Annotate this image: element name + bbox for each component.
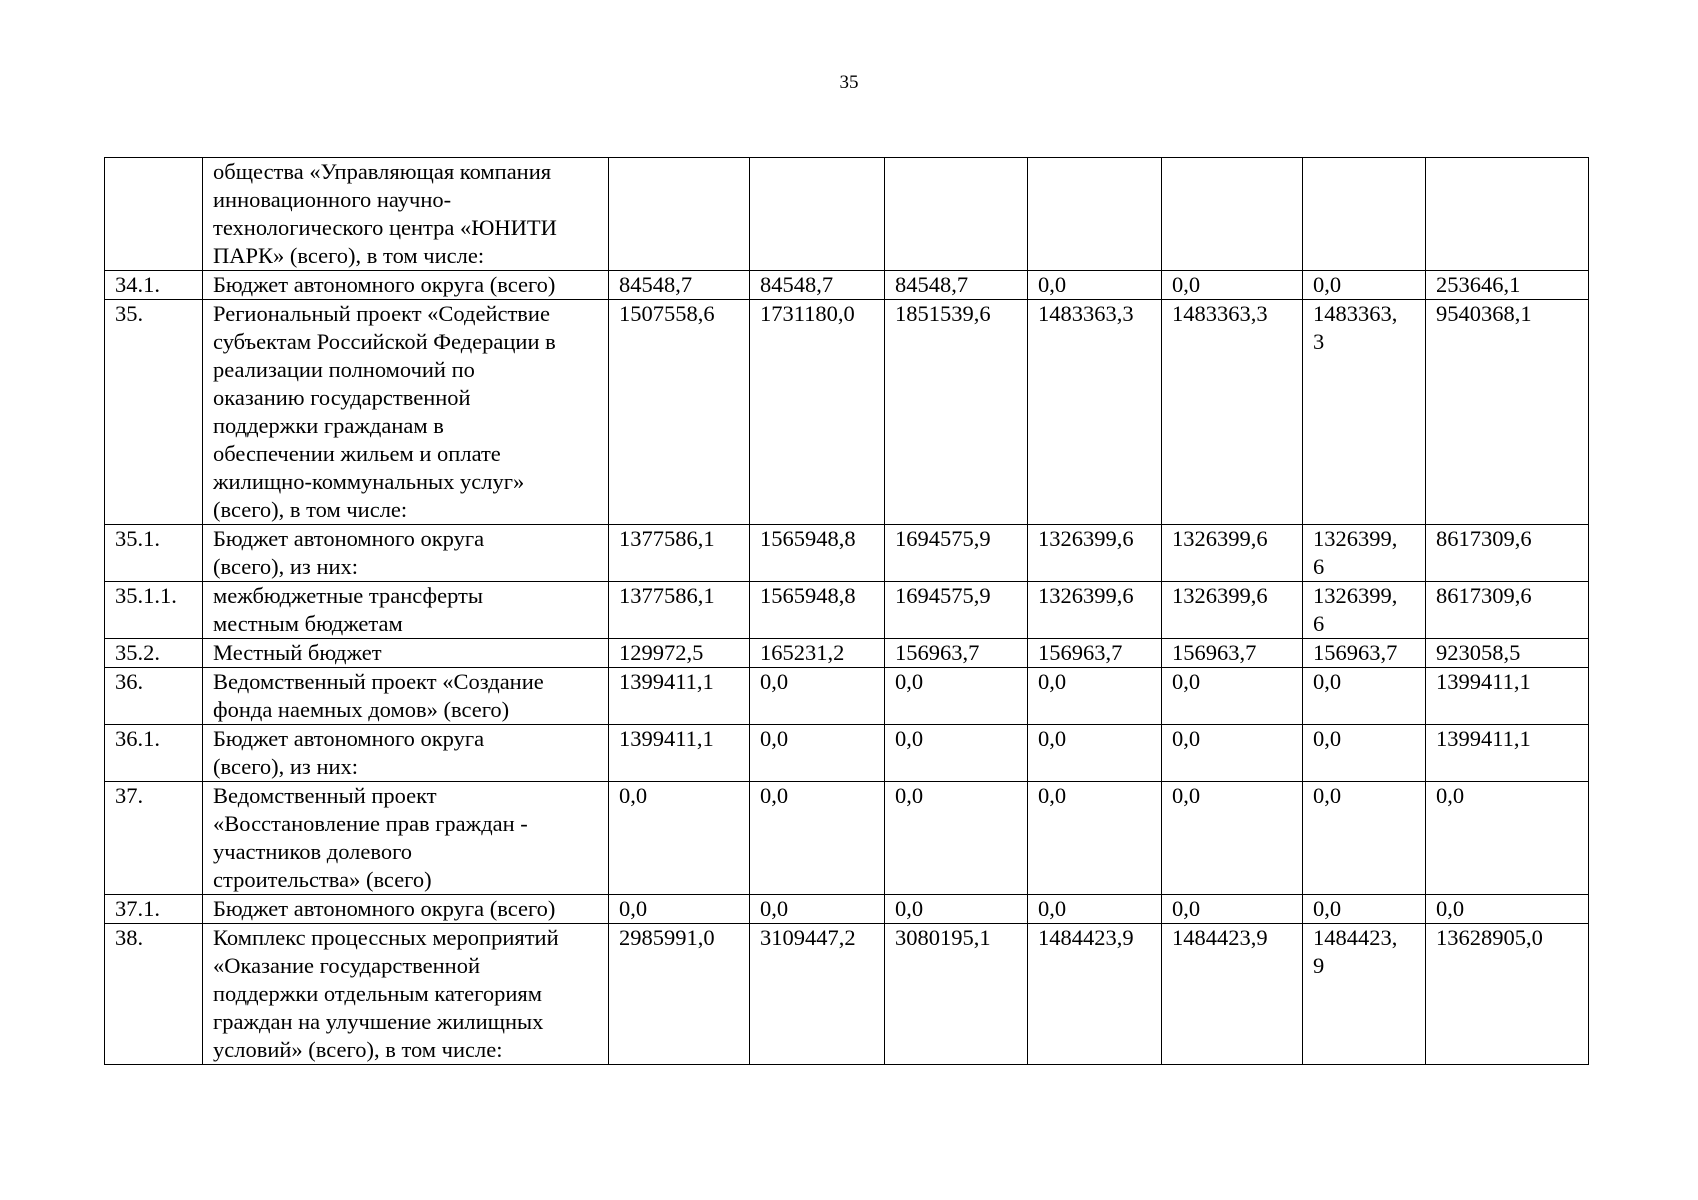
row-number-cell: 38. xyxy=(105,924,203,1065)
value-cell: 165231,2 xyxy=(750,639,885,668)
table-row xyxy=(105,782,1589,895)
value-cell: 0,0 xyxy=(1303,271,1426,300)
row-name-cell: Ведомственный проект «Восстановление прав граждан - участников долевого строительства» (всего) xyxy=(203,782,609,895)
row-number-cell: 36.1. xyxy=(105,725,203,782)
value-cell: 0,0 xyxy=(750,782,885,895)
value-cell xyxy=(1303,158,1426,271)
value-cell: 1851539,6 xyxy=(885,300,1028,525)
table-row xyxy=(105,525,1589,582)
value-cell: 1326399, 6 xyxy=(1303,582,1426,639)
table-row xyxy=(105,158,1589,271)
table-row xyxy=(105,924,1589,1065)
page-number: 35 xyxy=(839,72,859,93)
row-number-cell: 36. xyxy=(105,668,203,725)
value-cell: 0,0 xyxy=(609,782,750,895)
value-cell: 84548,7 xyxy=(885,271,1028,300)
row-number-cell: 35.2. xyxy=(105,639,203,668)
value-cell: 0,0 xyxy=(885,782,1028,895)
value-cell: 13628905,0 xyxy=(1426,924,1589,1065)
table-body xyxy=(105,158,1589,1065)
table-row xyxy=(105,582,1589,639)
value-cell xyxy=(1028,158,1162,271)
value-cell xyxy=(1426,158,1589,271)
value-cell: 0,0 xyxy=(1162,895,1303,924)
row-number-cell: 35.1. xyxy=(105,525,203,582)
table-row xyxy=(105,271,1589,300)
value-cell: 156963,7 xyxy=(1303,639,1426,668)
value-cell xyxy=(750,158,885,271)
value-cell: 0,0 xyxy=(750,725,885,782)
value-cell: 1483363,3 xyxy=(1162,300,1303,525)
value-cell: 0,0 xyxy=(885,895,1028,924)
row-number-cell xyxy=(105,158,203,271)
row-number-cell: 34.1. xyxy=(105,271,203,300)
value-cell: 1377586,1 xyxy=(609,525,750,582)
value-cell: 1326399,6 xyxy=(1028,525,1162,582)
value-cell: 0,0 xyxy=(885,725,1028,782)
table-row xyxy=(105,639,1589,668)
budget-table xyxy=(104,157,1589,1065)
row-name-cell: Местный бюджет xyxy=(203,639,609,668)
value-cell: 0,0 xyxy=(1028,668,1162,725)
value-cell: 1399411,1 xyxy=(1426,668,1589,725)
table-row xyxy=(105,895,1589,924)
value-cell: 1326399,6 xyxy=(1162,525,1303,582)
value-cell: 0,0 xyxy=(750,895,885,924)
value-cell: 1483363, 3 xyxy=(1303,300,1426,525)
value-cell: 923058,5 xyxy=(1426,639,1589,668)
value-cell: 1399411,1 xyxy=(609,725,750,782)
value-cell: 3080195,1 xyxy=(885,924,1028,1065)
value-cell: 0,0 xyxy=(1028,725,1162,782)
row-name-cell: Комплекс процессных мероприятий «Оказание государственной поддержки отдельным категориям граждан на улучшение жилищных условий» (всего), в том числе: xyxy=(203,924,609,1065)
row-name-cell: Бюджет автономного округа (всего) xyxy=(203,271,609,300)
value-cell: 84548,7 xyxy=(750,271,885,300)
value-cell: 0,0 xyxy=(885,668,1028,725)
value-cell: 1326399,6 xyxy=(1162,582,1303,639)
value-cell xyxy=(885,158,1028,271)
row-name-cell: Бюджет автономного округа (всего), из них: xyxy=(203,725,609,782)
value-cell: 253646,1 xyxy=(1426,271,1589,300)
value-cell: 0,0 xyxy=(1162,271,1303,300)
value-cell: 1731180,0 xyxy=(750,300,885,525)
value-cell: 1507558,6 xyxy=(609,300,750,525)
row-name-cell: межбюджетные трансферты местным бюджетам xyxy=(203,582,609,639)
value-cell: 0,0 xyxy=(609,895,750,924)
value-cell: 1565948,8 xyxy=(750,525,885,582)
value-cell: 1399411,1 xyxy=(1426,725,1589,782)
value-cell: 1484423, 9 xyxy=(1303,924,1426,1065)
value-cell: 0,0 xyxy=(1303,782,1426,895)
value-cell: 0,0 xyxy=(1028,782,1162,895)
value-cell: 0,0 xyxy=(1028,271,1162,300)
value-cell: 129972,5 xyxy=(609,639,750,668)
value-cell xyxy=(609,158,750,271)
value-cell: 1565948,8 xyxy=(750,582,885,639)
row-name-cell: общества «Управляющая компания инновационного научно- технологического центра «ЮНИТИ ПАРК» (всего), в том числе: xyxy=(203,158,609,271)
row-number-cell: 37. xyxy=(105,782,203,895)
value-cell: 2985991,0 xyxy=(609,924,750,1065)
value-cell: 0,0 xyxy=(750,668,885,725)
value-cell: 1484423,9 xyxy=(1162,924,1303,1065)
value-cell: 9540368,1 xyxy=(1426,300,1589,525)
table-row xyxy=(105,300,1589,525)
value-cell: 1326399, 6 xyxy=(1303,525,1426,582)
value-cell: 1399411,1 xyxy=(609,668,750,725)
value-cell: 0,0 xyxy=(1426,782,1589,895)
row-name-cell: Ведомственный проект «Создание фонда наемных домов» (всего) xyxy=(203,668,609,725)
row-number-cell: 35.1.1. xyxy=(105,582,203,639)
value-cell: 84548,7 xyxy=(609,271,750,300)
value-cell: 156963,7 xyxy=(1162,639,1303,668)
table-row xyxy=(105,668,1589,725)
value-cell: 156963,7 xyxy=(1028,639,1162,668)
row-name-cell: Бюджет автономного округа (всего) xyxy=(203,895,609,924)
table-row xyxy=(105,725,1589,782)
value-cell: 8617309,6 xyxy=(1426,525,1589,582)
value-cell: 1484423,9 xyxy=(1028,924,1162,1065)
value-cell: 8617309,6 xyxy=(1426,582,1589,639)
value-cell: 0,0 xyxy=(1162,725,1303,782)
value-cell: 1483363,3 xyxy=(1028,300,1162,525)
value-cell: 1326399,6 xyxy=(1028,582,1162,639)
value-cell: 1694575,9 xyxy=(885,525,1028,582)
row-number-cell: 35. xyxy=(105,300,203,525)
value-cell: 0,0 xyxy=(1303,668,1426,725)
row-name-cell: Региональный проект «Содействие субъектам Российской Федерации в реализации полномочий по оказанию государственной поддержки гражданам в обеспечении жильем и оплате жилищно-коммунальных услуг» (всего), в том числе: xyxy=(203,300,609,525)
value-cell: 3109447,2 xyxy=(750,924,885,1065)
value-cell: 1694575,9 xyxy=(885,582,1028,639)
value-cell xyxy=(1162,158,1303,271)
value-cell: 0,0 xyxy=(1162,782,1303,895)
value-cell: 0,0 xyxy=(1303,725,1426,782)
row-name-cell: Бюджет автономного округа (всего), из них: xyxy=(203,525,609,582)
value-cell: 0,0 xyxy=(1303,895,1426,924)
value-cell: 1377586,1 xyxy=(609,582,750,639)
value-cell: 0,0 xyxy=(1028,895,1162,924)
value-cell: 0,0 xyxy=(1426,895,1589,924)
value-cell: 0,0 xyxy=(1162,668,1303,725)
value-cell: 156963,7 xyxy=(885,639,1028,668)
row-number-cell: 37.1. xyxy=(105,895,203,924)
